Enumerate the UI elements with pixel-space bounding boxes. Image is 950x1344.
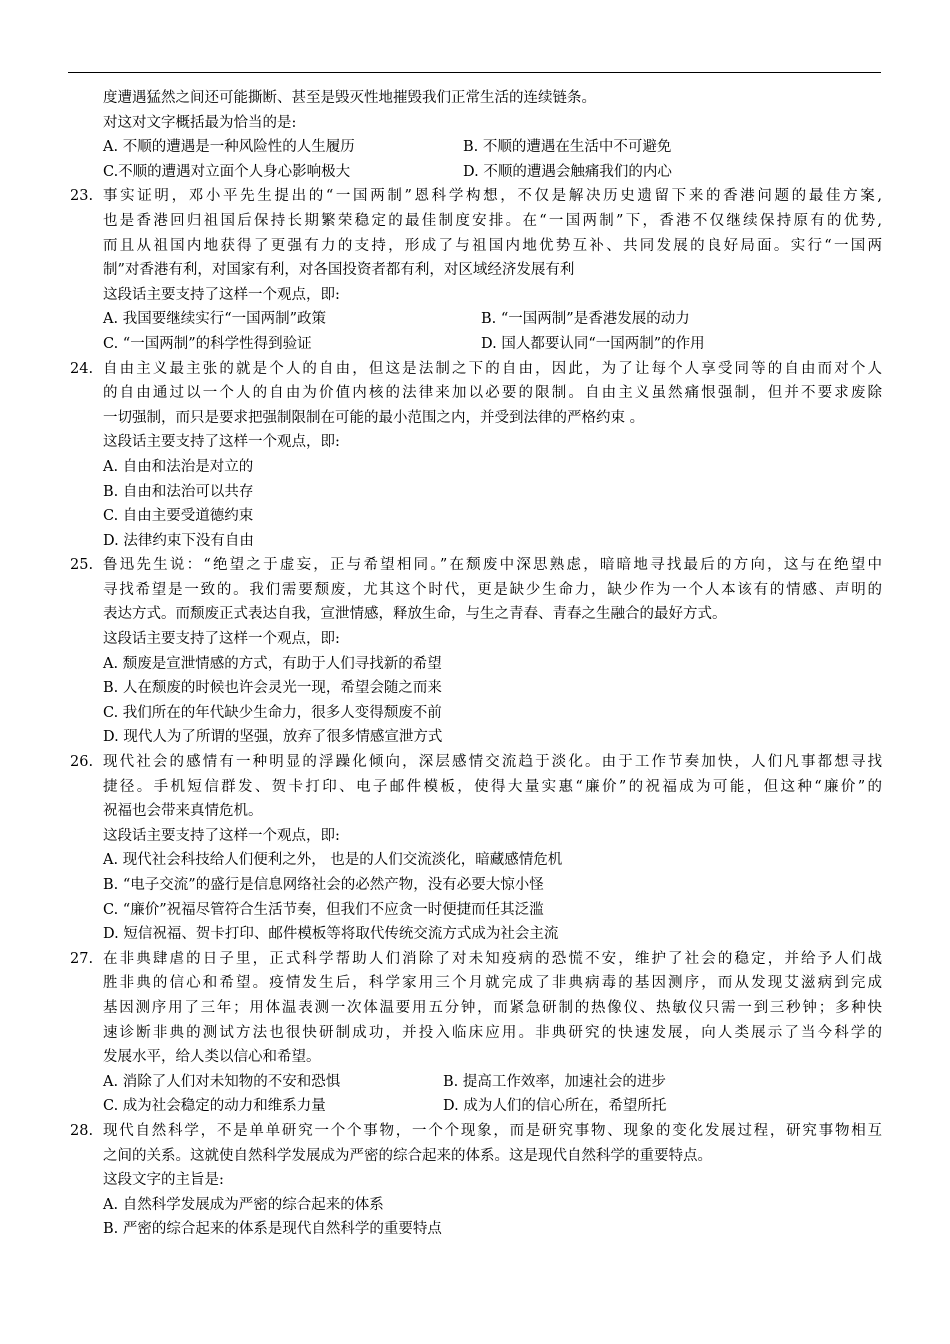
options-row (70, 135, 882, 160)
option-a: A. 自然科学发展成为严密的综合起来的体系 (103, 1196, 384, 1213)
question-number: 26. (70, 754, 94, 771)
passage-line: 现代自然科学，不是单单研究一个个事物，一个个现象，而是研究事物、现象的变化发展过程，研究事物相互 (103, 1122, 882, 1139)
question-number: 25. (70, 557, 94, 574)
question-number: 27. (70, 950, 94, 967)
passage-line: 的自由通过以一个人的自由为价值内核的法律来加以必要的限制。自由主义虽然痛恨强制，但并不要求废除 (103, 385, 882, 402)
passage-line: 胜非典的信心和希望。疫情发生后，科学家用三个月就完成了非典病毒的基因测序，而从发现艾滋病到完成 (103, 975, 882, 992)
question-number: 28. (70, 1122, 94, 1139)
passage-line: 基因测序用了三年；用体温表测一次体温要用五分钟，而紧急研制的热像仪、热敏仪只需一到三秒钟；多种快 (103, 999, 882, 1016)
options-row (103, 332, 882, 357)
question-27 (70, 947, 882, 1119)
option-a: A. 自由和法治是对立的 (103, 458, 254, 475)
passage-line: 表达方式。而颓废正式表达自我，宣泄情感，释放生命，与生之青春、青春之生融合的最好方式。 (103, 606, 727, 623)
continuation-line: 度遭遇猛然之间还可能撕断、甚至是毁灭性地摧毁我们正常生活的连续链条。 (103, 90, 596, 106)
option-d: D. 法律约束下没有自由 (103, 532, 254, 549)
option-d: D. 短信祝福、贺卡打印、邮件模板等将取代传统交流方式成为社会主流 (103, 926, 559, 943)
passage-line: 自由主义最主张的就是个人的自由，但这是法制之下的自由，因此，为了让每个人享受同等的自由而对个人 (103, 360, 882, 377)
passage-line: 捷径。手机短信群发、贺卡打印、电子邮件模板，使得大量实惠“廉价”的祝福成为可能，但这种“廉价”的 (103, 778, 882, 795)
passage-line: 在非典肆虐的日子里，正式科学帮助人们消除了对未知疫病的恐慌不安，维护了社会的稳定，并给予人们战 (103, 950, 882, 967)
question-26 (70, 750, 882, 947)
passage-line: 之间的关系。这就使自然科学发展成为严密的综合起来的体系。这是现代自然科学的重要特点。 (103, 1147, 712, 1164)
option-b: B. “电子交流”的盛行是信息网络社会的必然产物，没有必要大惊小怪 (103, 877, 544, 893)
options-row (103, 1094, 882, 1119)
option-b: B. 提高工作效率，加速社会的进步 (443, 1073, 666, 1090)
passage-line: 事实证明，邓小平先生提出的“一国两制”恩科学构想，不仅是解决历史遗留下来的香港问题的最佳方案, (103, 188, 882, 205)
exam-page (70, 86, 882, 1242)
option-b: B. 不顺的遭遇在生活中不可避免 (463, 139, 672, 156)
option-d: D. 成为人们的信心所在，希望所托 (443, 1098, 667, 1115)
passage-line: 也是香港回归祖国后保持长期繁荣稳定的最佳制度安排。在“一国两制”下，香港不仅继续保持原有的优势, (103, 212, 882, 229)
question-prompt: 这段话主要支持了这样一个观点，即: (103, 827, 340, 844)
option-b: B. 自由和法治可以共存 (103, 483, 254, 500)
option-c: C.不顺的遭遇对立面个人身心影响极大 (103, 163, 351, 180)
question-25 (70, 553, 882, 750)
passage-line: 寻找希望是一致的。我们需要颓废，尤其这个时代，更是缺少生命力，缺少作为一个人本该有的情感、声明的 (103, 581, 882, 598)
option-c: C. 我们所在的年代缺少生命力，很多人变得颓废不前 (103, 704, 442, 721)
option-d: D. 现代人为了所谓的坚强，放弃了很多情感宣泄方式 (103, 729, 443, 746)
option-c: C. “廉价”祝福尽管符合生活节奏，但我们不应贪一时便捷而任其泛滥 (103, 901, 544, 918)
question-number: 23. (70, 188, 94, 205)
question-28 (70, 1119, 882, 1242)
option-a: A. 我国要继续实行“一国两制”政策 (103, 311, 327, 328)
question-24 (70, 357, 882, 554)
header-rule (68, 72, 881, 73)
question-prompt: 这段话主要支持了这样一个观点，即: (103, 434, 340, 451)
option-a: A. 现代社会科技给人们便利之外， 也是的人们交流淡化，暗藏感情危机 (103, 852, 563, 869)
passage-line: 速诊断非典的测试方法也很快研制成功，并投入临床应用。非典研究的快速发展，向人类展示了当今科学的 (103, 1024, 882, 1041)
passage-line: 祝福也会带来真情危机。 (103, 803, 263, 820)
option-a: A. 消除了人们对未知物的不安和恐惧 (103, 1073, 341, 1090)
passage-line: 发展水平，给人类以信心和希望。 (103, 1049, 321, 1066)
passage-line: 而且从祖国内地获得了更强有力的支持，形成了与祖国内地优势互补、共同发展的良好局面。实行“一国两 (103, 237, 882, 254)
option-c: C. 自由主要受道德约束 (103, 508, 254, 525)
passage-line: 一切强制，而只是要求把强制限制在可能的最小范围之内，并受到法律的严格约束 。 (103, 409, 645, 426)
question-prompt: 这段话主要支持了这样一个观点，即: (103, 631, 340, 648)
question-number: 24. (70, 360, 94, 377)
option-c: C. 成为社会稳定的动力和维系力量 (103, 1098, 326, 1115)
option-c: C. “一国两制”的科学性得到验证 (103, 335, 312, 352)
passage-line: 制”对香港有利，对国家有利，对各国投资者都有利，对区域经济发展有利 (103, 262, 575, 279)
option-d: D. 国人都要认同“一国两制”的作用 (481, 335, 705, 352)
option-a: A. 不顺的遭遇是一种风险性的人生履历 (103, 139, 355, 156)
option-a: A. 颓废是宣泄情感的方式，有助于人们寻找新的希望 (103, 655, 442, 672)
question-23 (70, 184, 882, 356)
question-prompt: 这段文字的主旨是: (103, 1172, 224, 1189)
options-row (103, 307, 882, 332)
options-row (70, 160, 882, 185)
option-b: B. 严密的综合起来的体系是现代自然科学的重要特点 (103, 1221, 442, 1238)
option-d: D. 不顺的遭遇会触痛我们的内心 (463, 163, 672, 180)
passage-line: 现代社会的感情有一种明显的浮躁化倾向，深层感情交流趋于淡化。由于工作节奏加快，人们凡事都想寻找 (103, 754, 882, 771)
option-b: B. 人在颓废的时候也许会灵光一现，希望会随之而来 (103, 680, 442, 697)
option-b: B. “一国两制”是香港发展的动力 (481, 311, 690, 328)
options-row (103, 1070, 882, 1095)
question-prompt: 这段话主要支持了这样一个观点，即: (103, 286, 340, 303)
question-prompt: 对这对文字概括最为恰当的是: (103, 114, 297, 131)
passage-line: 鲁迅先生说：“绝望之于虚妄，正与希望相同。”在颓废中深思熟虑，暗暗地寻找最后的方向，这与在绝望中 (103, 557, 882, 574)
